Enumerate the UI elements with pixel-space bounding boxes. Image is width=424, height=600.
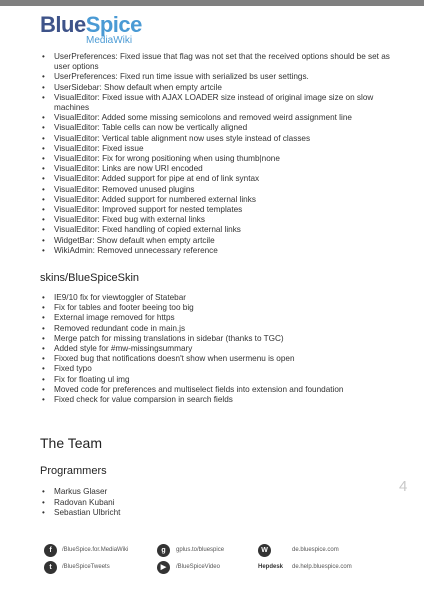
change-item: • VisualEditor: Added some missing semicolons and removed weird assignment line bbox=[40, 113, 390, 123]
skins-change-item: • Moved code for preferences and multiselect fields into extension and foundation bbox=[40, 385, 390, 395]
document-body bbox=[40, 52, 390, 518]
facebook-icon: f bbox=[44, 544, 57, 557]
change-item: • UserPreferences: Fixed run time issue with serialized bs user settings. bbox=[40, 72, 390, 82]
programmers-list bbox=[40, 487, 390, 518]
change-item: • VisualEditor: Improved support for nested templates bbox=[40, 205, 390, 215]
programmer-item: • Markus Glaser bbox=[40, 487, 390, 497]
logo-blue: Blue bbox=[40, 12, 86, 37]
change-item: • VisualEditor: Added support for numbered external links bbox=[40, 195, 390, 205]
top-bar bbox=[0, 0, 424, 6]
spacer bbox=[40, 478, 390, 487]
facebook-link[interactable]: /BlueSpice.for.MediaWiki bbox=[62, 547, 129, 553]
youtube-icon: ▶ bbox=[157, 561, 170, 574]
skins-list bbox=[40, 293, 390, 405]
skins-change-item: • Fixxed bug that notifications doesn't show when usermenu is open bbox=[40, 354, 390, 364]
programmers-heading: Programmers bbox=[40, 465, 107, 478]
skins-change-item: • Fix for tables and footer beeing too big bbox=[40, 303, 390, 313]
change-item: • UserPreferences: Fixed issue that flag was not set that the received options should be set as user options bbox=[40, 52, 390, 72]
skins-change-item: • IE9/10 fix for viewtoggler of Statebar bbox=[40, 293, 390, 303]
twitter-link[interactable]: /BlueSpiceTweets bbox=[62, 564, 110, 570]
gplus-link[interactable]: gplus.to/bluespice bbox=[176, 547, 225, 553]
spacer bbox=[40, 451, 390, 465]
skins-change-item: • External image removed for https bbox=[40, 313, 390, 323]
programmer-item: • Sebastian Ulbricht bbox=[40, 508, 390, 518]
footer-row-1 bbox=[40, 543, 400, 559]
logo-wordmark bbox=[40, 14, 142, 36]
googleplus-icon: g bbox=[157, 544, 170, 557]
change-item: • VisualEditor: Fixed bug with external links bbox=[40, 215, 390, 225]
skins-change-item: • Merge patch for missing translations in sidebar (thanks to TGC) bbox=[40, 334, 390, 344]
change-item: • VisualEditor: Links are now URI encoded bbox=[40, 164, 390, 174]
footer-row-2 bbox=[40, 560, 400, 576]
skins-change-item: • Fixed check for value comparsion in search fields bbox=[40, 395, 390, 405]
skins-change-item: • Fixed typo bbox=[40, 364, 390, 374]
change-item: • VisualEditor: Table cells can now be vertically aligned bbox=[40, 123, 390, 133]
logo-spice: Spice bbox=[85, 12, 142, 37]
programmer-item: • Radovan Kubani bbox=[40, 498, 390, 508]
skins-change-item: • Removed redundant code in main.js bbox=[40, 324, 390, 334]
changes-list bbox=[40, 52, 390, 256]
change-item: • WidgetBar: Show default when empty artcile bbox=[40, 236, 390, 246]
change-item: • UserSidebar: Show default when empty artcile bbox=[40, 83, 390, 93]
change-item: • VisualEditor: Vertical table alignment now uses style instead of classes bbox=[40, 134, 390, 144]
skins-change-item: • Added style for #mw-missingsummary bbox=[40, 344, 390, 354]
change-item: • VisualEditor: Added support for pipe at end of link syntax bbox=[40, 174, 390, 184]
wordpress-icon: W bbox=[258, 544, 271, 557]
change-item: • VisualEditor: Removed unused plugins bbox=[40, 185, 390, 195]
youtube-link[interactable]: /BlueSpiceVideo bbox=[176, 564, 220, 570]
bluespice-logo bbox=[40, 14, 142, 46]
footer bbox=[40, 540, 400, 580]
change-item: • VisualEditor: Fixed issue with AJAX LOADER size instead of original image size on slow machines bbox=[40, 93, 390, 113]
website-link[interactable]: de.bluespice.com bbox=[292, 547, 339, 553]
change-item: • VisualEditor: Fixed handling of copied external links bbox=[40, 225, 390, 235]
spacer bbox=[40, 405, 390, 435]
change-item: • WikiAdmin: Removed unnecessary reference bbox=[40, 246, 390, 256]
helpdesk-label: Hepdesk bbox=[258, 564, 284, 570]
team-heading: The Team bbox=[40, 435, 102, 452]
twitter-icon: t bbox=[44, 561, 57, 574]
skins-change-item: • Fix for floating ul img bbox=[40, 375, 390, 385]
helpdesk-link[interactable]: de.help.bluespice.com bbox=[292, 564, 352, 570]
change-item: • VisualEditor: Fixed issue bbox=[40, 144, 390, 154]
change-item: • VisualEditor: Fix for wrong positioning when using thumb|none bbox=[40, 154, 390, 164]
skins-heading: skins/BlueSpiceSkin bbox=[40, 272, 140, 285]
page-number: 4 bbox=[399, 478, 408, 495]
logo-subtitle: MediaWiki bbox=[86, 35, 133, 46]
